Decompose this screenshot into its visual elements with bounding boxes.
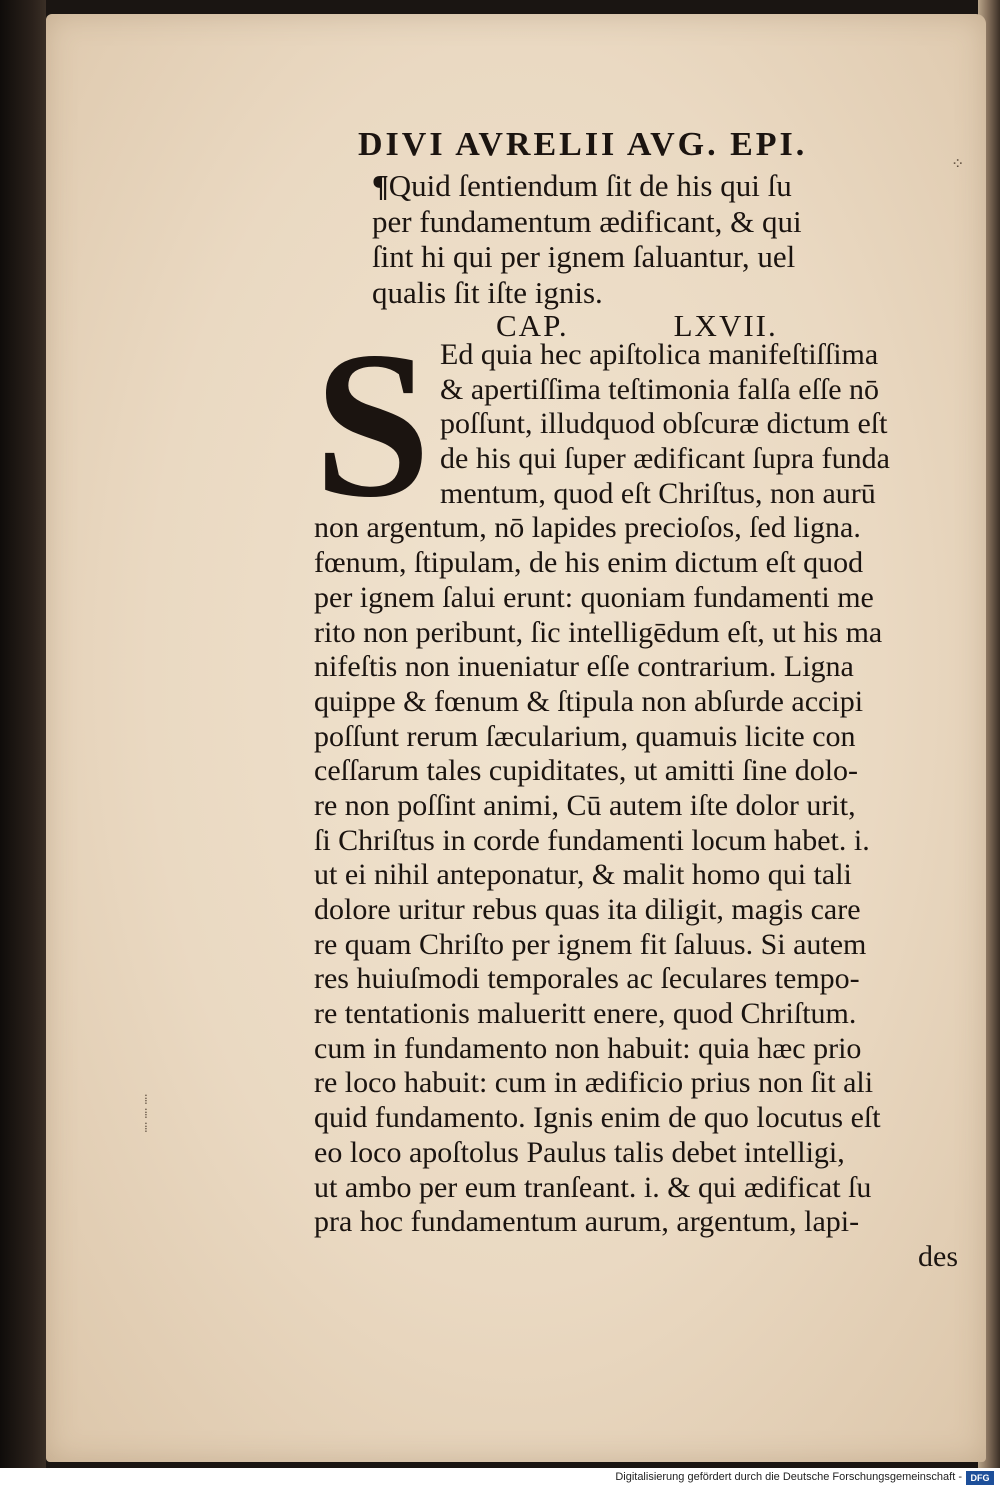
text-line: dolore uritur rebus quas ita diligit, magis care [314, 893, 861, 926]
catchword: des [918, 1239, 958, 1273]
text-line: per ignem ſalui erunt: quoniam fundamenti me [314, 580, 874, 614]
chapter-numeral: LXVII. [673, 308, 778, 343]
text-line: quid fundamento. Ignis enim de quo locutus eſt [314, 1101, 881, 1135]
chapter-label: CAP. [496, 308, 569, 343]
pilcrow-icon: ¶ [372, 168, 389, 203]
text-line: cum in fundamento non habuit: quia hæc prio [314, 1031, 862, 1065]
text-line: mentum, quod eſt Chriſtus, non aurū [440, 476, 876, 510]
text-line: poſſunt rerum ſæcularium, quamuis licite con [314, 719, 856, 753]
heading-line: qualis ſit iſte ignis. [372, 274, 603, 310]
text-line: res huiuſmodi temporales ac ſeculares tempo- [314, 962, 860, 996]
book-spine-edge [0, 0, 46, 1468]
running-head: DIVI AVRELII AVG. EPI. [358, 126, 808, 163]
text-line: ſi Chriſtus in corde fundamenti locum habet. i. [314, 823, 870, 857]
chapter-heading [372, 168, 932, 310]
text-line: poſſunt, illudquod obſcuræ dictum eſt [440, 407, 888, 441]
text-line: re quam Chriſto per ignem fit ſaluus. Si autem [314, 927, 867, 961]
text-line: ut ei nihil anteponatur, & malit homo qui tali [314, 858, 852, 892]
text-line: pra hoc fundamentum aurum, argentum, lapi- [314, 1205, 860, 1239]
text-line: & apertiſſima teſtimonia falſa eſſe nō [440, 372, 880, 406]
text-line: ceſſarum tales cupiditates, ut amitti ſine dolo- [314, 754, 859, 788]
heading-line: per fundamentum ædificant, & qui [372, 203, 802, 239]
text-line: Ed quia hec apiſtolica manifeſtiſſima [440, 338, 879, 371]
text-line: de his qui ſuper ædificant ſupra funda [440, 442, 890, 476]
book-page [46, 14, 986, 1462]
text-line: quippe & fœnum & ſtipula non abſurde accipi [314, 684, 864, 718]
text-line: eo loco apoſtolus Paulus talis debet intelligi, [314, 1135, 845, 1169]
text-line: nifeſtis non inueniatur eſſe contrarium. Ligna [314, 650, 854, 684]
margin-mark: ⁞ ⁞ ⁞ [144, 1093, 148, 1136]
heading-line: ¶Quid ſentiendum ſit de his qui ſu [372, 168, 792, 203]
decorative-mark: ⁘ [951, 156, 965, 173]
decorated-initial: S [314, 309, 431, 541]
dfg-logo-icon: DFG [966, 1471, 994, 1485]
text-line: ut ambo per eum tranſeant. i. & qui ædificat ſu [314, 1170, 872, 1204]
text-line: re loco habuit: cum in ædificio prius non ſit ali [314, 1066, 874, 1100]
footer-bar [0, 1468, 1000, 1488]
body-text [314, 338, 1000, 1275]
text-line: re non poſſint animi, Cū autem iſte dolor urit, [314, 788, 856, 822]
footer-credit: Digitalisierung gefördert durch die Deutsche Forschungsgemeinschaft - [615, 1471, 962, 1483]
text-line: re tentationis malueritt enere, quod Chriſtum. [314, 997, 857, 1031]
text-line: fœnum, ſtipulam, de his enim dictum eſt quod [314, 546, 864, 580]
text-line: non argentum, nō lapides precioſos, ſed ligna. [314, 511, 861, 545]
text-line: rito non peribunt, ſic intelligēdum eſt, ut his ma [314, 615, 883, 649]
heading-line: ſint hi qui per ignem ſaluantur, uel [372, 239, 796, 274]
